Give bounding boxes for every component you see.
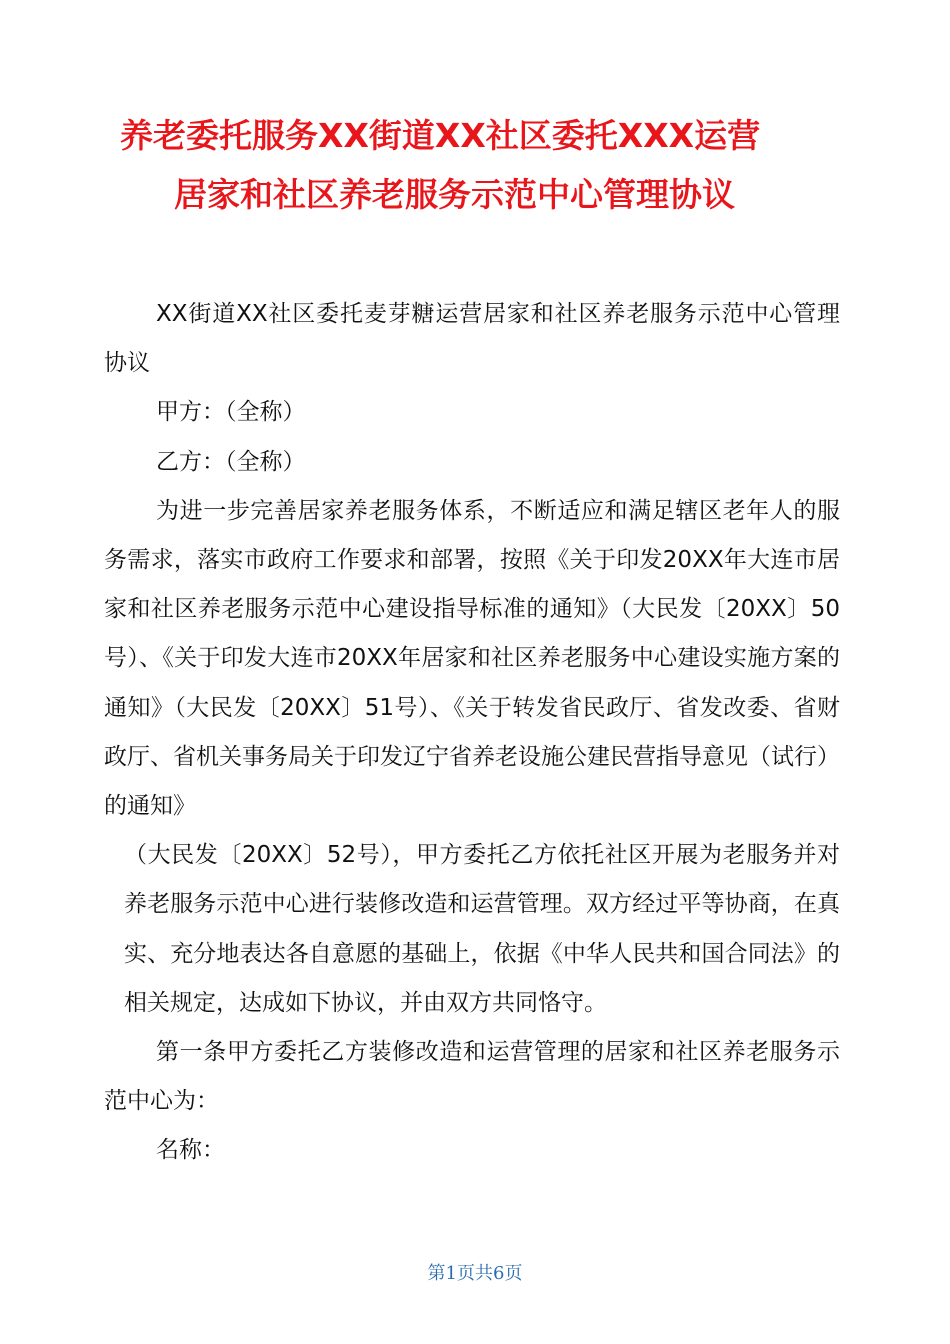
preamble-paragraph: 为进一步完善居家养老服务体系，不断适应和满足辖区老年人的服务需求，落实市政府工作要求和部署，按照《关于印发20XX年大连市居家和社区养老服务示范中心建设指导标准的通知》（大民发〔20XX〕50号）、《关于印发大连市20XX年居家和社区养老服务中心建设实施方案的通知》（大民发〔20XX〕51号）、《关于转发省民政厅、省发改委、省财政厅、省机关事务局关于印发辽宁省养老设施公建民营指导意见（试行）的通知》 bbox=[104, 497, 840, 820]
agreement-heading-paragraph: XX街道XX社区委托麦芽糖运营居家和社区养老服务示范中心管理协议 bbox=[104, 301, 840, 377]
preamble-continuation-paragraph: （大民发〔20XX〕52号），甲方委托乙方依托社区开展为老服务并对养老服务示范中心进行装修改造和运营管理。双方经过平等协商，在真实、充分地表达各自意愿的基础上，依据《中华人民共和国合同法》的相关规定，达成如下协议，并由双方共同恪守。 bbox=[124, 842, 840, 1016]
document-body bbox=[104, 290, 840, 1176]
page-number-footer: 第1页共6页 bbox=[427, 1263, 523, 1284]
document-title-line-1: 养老委托服务XX街道XX社区委托XXX运营 bbox=[120, 116, 761, 155]
party-b-line: 乙方：（全称） bbox=[156, 448, 306, 475]
document-title-line-2: 居家和社区养老服务示范中心管理协议 bbox=[174, 175, 735, 214]
name-field-line: 名称： bbox=[156, 1137, 225, 1164]
party-a-line: 甲方：（全称） bbox=[156, 399, 306, 426]
article-one-paragraph: 第一条甲方委托乙方装修改造和运营管理的居家和社区养老服务示范中心为： bbox=[104, 1039, 840, 1115]
